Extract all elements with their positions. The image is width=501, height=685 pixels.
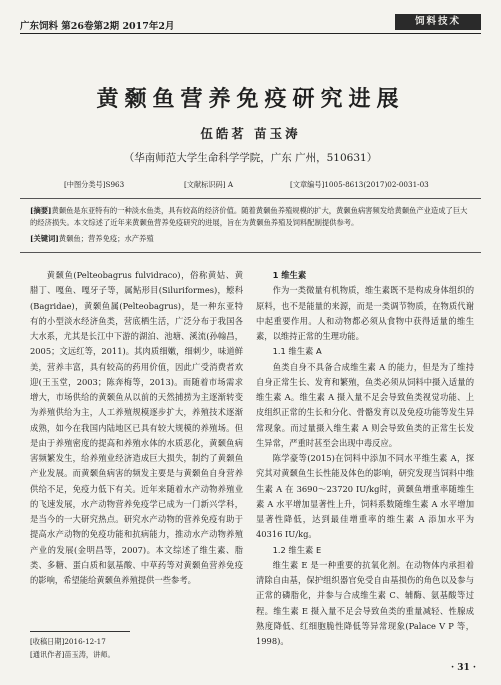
abstract-rule-top <box>20 198 481 199</box>
document-code: [文献标识码] A <box>184 180 234 189</box>
section-heading-vitamins: 1 维生素 <box>272 270 307 280</box>
keywords <box>30 233 472 245</box>
abstract-text: 黄颡鱼是东亚特有的一种淡水鱼类，具有较高的经济价值。随着黄颡鱼养殖规模的扩大，黄颡鱼病害频发给黄颡鱼产业造成了巨大的经济损失。本文综述了近年来黄颡鱼营养免疫研究的进展，旨在为黄颡鱼养殖及饲料配制提供参考。 <box>30 206 468 227</box>
subsection-heading-vitamin-e: 1.2 维生素 E <box>272 544 322 555</box>
paragraph-vitamin-a-2: 陈学豪等(2015)在饲料中添加不同水平维生素 A，探究其对黄颡鱼生长性能及体色的影响，研究发现当饲料中维生素 A 在 3690～23720 IU/kg时，黄颡鱼增重率随维生素 A 水平增加显著性上升，饲料系数随维生素 A 水平增加显著性降低，达到最佳增重率的维生素 A 添加水平为 40316 IU/kg。 <box>256 453 474 540</box>
running-header <box>20 14 481 36</box>
clc-number: [中图分类号]S963 <box>64 180 125 189</box>
abstract-label: [摘要] <box>30 206 52 215</box>
article-authors: 伍皓茗 苗玉涛 <box>200 126 301 141</box>
subsection-heading-vitamin-a: 1.1 维生素 A <box>272 346 322 357</box>
column-tag: 饲料技术 <box>395 14 481 30</box>
article-title: 黄颡鱼营养免疫研究进展 <box>96 86 405 112</box>
paragraph-vitamins-intro: 作为一类微量有机物质，维生素既不是构成身体组织的原料，也不是能量的来源，而是一类调节物质，在物质代谢中起重要作用。人和动物都必须从食物中获得适量的维生素，以维持正常的生理功能。 <box>256 285 474 341</box>
intro-paragraph: 黄颡鱼(Pelteobagrus fulvidraco)，俗称黄姑、黄腊丁、嘎鱼、嘎牙子等，属鲇形目(Siluriformes)，鲿科(Bagridae)，黄颡鱼属(Pelteobagrus)，是一种东亚特有的小型淡水经济鱼类，营底栖生活，广泛分布于我国各大水系，尤其是长江中下游的湖泊、池塘、溪流(孙翰昌，2005；文远红等，2011)。其肉质细嫩，细刺少，味道鲜美，营养丰富，具有较高的药用价值，因此广受消费者欢迎(王玉堂，2003；陈奔梅等，2013)。而随着市场需求增大，市场供给的黄颡鱼从以前的天然捕捞为主逐渐转变为养殖供给为主，人工养殖规模逐步扩大，养殖技术逐渐成熟，如今在我国内陆地区已具有较大规模的养殖场。但是由于养殖密度的提高和养殖水体的水质恶化，黄颡鱼病害频繁发生，给养殖业经济造成巨大损失，制约了黄颡鱼产业发展。而黄颡鱼病害的频发主要是与黄颡鱼自身营养供给不足，免疫力低下有关。近年来随着水产动物养殖业的飞速发展，水产动物营养免疫学已成为一门新兴学科，是当今的一大研究热点。研究水产动物的营养免疫有助于提高水产动物的免疫功能和抗病能力，推动水产动物养殖产业的发展(金明昌等，2007)。本文综述了维生素、脂类、多糖、蛋白质和氨基酸、中草药等对黄颡鱼营养免疫的影响，希望能给黄颡鱼养殖提供一些参考。 <box>30 270 243 585</box>
abstract <box>30 205 472 229</box>
footnote-rule <box>30 631 130 632</box>
page-number: · 31 · <box>450 663 476 673</box>
received-date: [收稿日期]2016-12-17 <box>30 637 106 646</box>
corresponding-author: [通讯作者]苗玉涛，讲师。 <box>30 649 115 659</box>
paragraph-vitamin-a-1: 鱼类自身不具备合成维生素 A 的能力，但是为了维持自身正常生长、发育和繁殖，鱼类必须从饲料中摄入适量的维生素 A。维生素 A 摄入量不足会导致鱼类视觉功能、上皮组织正常的生长和分化、骨骼发育以及免疫功能等发生异常现象。而过量摄入维生素 A 则会导致鱼类的正常生长发生异常，严重时甚至会出现中毒反应。 <box>256 361 474 448</box>
paragraph-vitamin-e: 维生素 E 是一种重要的抗氧化剂。在动物体内承担着清除自由基，保护组织器官免受自由基损伤的角色以及参与正常的磷脂化，并参与合成维生素 C、辅酶、氨基酸等过程。维生素 E 摄入量不足会导致鱼类的重量减轻、性腺成熟度降低、红细胞脆性降低等异常现象(Palace V P 等，1998)。 <box>256 559 474 646</box>
article-affiliation: （华南师范大学生命科学学院，广东 广州，510631） <box>123 152 378 164</box>
footnote <box>30 636 243 661</box>
body-left-column <box>30 268 243 588</box>
body-right-column <box>256 268 474 649</box>
article-number: [文章编号]1005-8613(2017)02-0031-03 <box>290 180 429 189</box>
keywords-label: [关键词] <box>30 234 59 243</box>
keywords-text: 黄颡鱼；营养免疫；水产养殖 <box>58 234 154 243</box>
journal-info: 广东饲料 第26卷第2期 2017年2月 <box>20 21 175 32</box>
abstract-rule-bottom <box>20 252 481 253</box>
header-rule <box>20 33 481 34</box>
